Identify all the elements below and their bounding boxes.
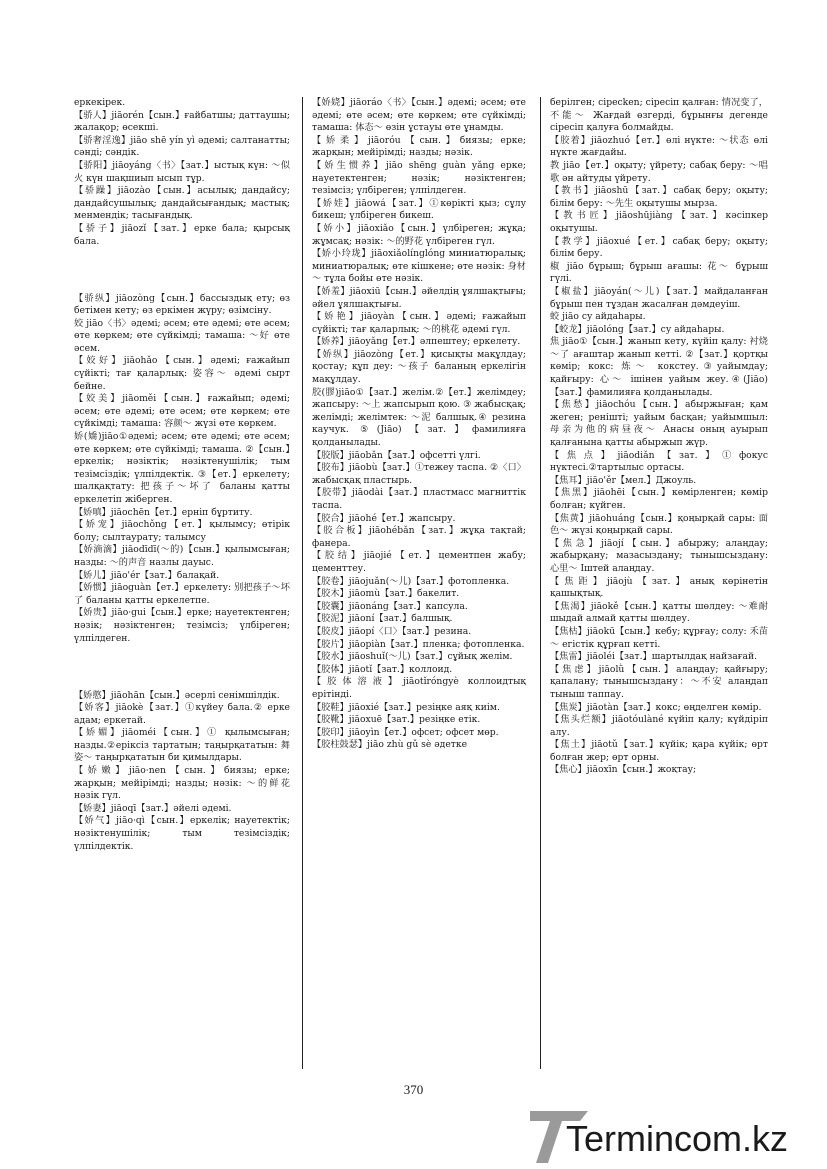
dictionary-entry: 【胶体】jiāotǐ【зат.】коллоид. bbox=[312, 663, 453, 675]
entry-spacer bbox=[74, 257, 290, 283]
dictionary-entry: 【胶靴】jiāoxuē【зат.】резіңке етік. bbox=[312, 714, 481, 726]
dictionary-entry: 【娇生惯养】jiāo shēng guàn yǎng ерке; науетектенген; нәзік; нәзіктенген; тезімсіз; үлбіреген; үлпілдеген. bbox=[312, 159, 526, 197]
dictionary-entry: 【教书匠】jiāoshūjiàng【зат.】кәсіпкер оқытушы. bbox=[550, 210, 768, 234]
dictionary-entry: 【骄阳】jiāoyáng〈书〉【зат.】ыстық күн: ～似火 күн шақшиып ысып тұр. bbox=[74, 159, 290, 184]
dictionary-entry: 【娇儿】jiāo'ér【зат.】балақай. bbox=[74, 569, 220, 581]
dictionary-entry: 【骄纵】jiāozòng【сын.】бассыздық ету; өз бетімен кету; өз еркімен жүру; өзімсіну. bbox=[74, 292, 290, 317]
dictionary-entry: 【娇贵】jiāo·gui【сын.】ерке; науетектенген; нәзік; нәзіктенген; тезімсіз; үлбіреген; үлпілдеген. bbox=[74, 607, 290, 644]
dictionary-entry: 【姣美】jiāoměi【сын.】ғажайып; әдемі; әсем; өте әдемі; өте әсем; өте көркем; өте сүйкімді; тамаша: 容颜～ жүзі өте көркем. bbox=[74, 393, 290, 430]
dictionary-entry: 【胶结】jiāojié【ет.】цементпен жабу; цементтеу. bbox=[312, 550, 526, 574]
dictionary-column-middle bbox=[312, 97, 526, 752]
dictionary-entry: 【娇憨】jiāohān【сын.】әсерлі сенімшілдік. bbox=[74, 689, 280, 701]
dictionary-column-right bbox=[550, 97, 768, 777]
dictionary-entry: 【焦土】jiāotǔ【зат.】күйік; қара күйік; өрт болған жер; өрт орны. bbox=[550, 739, 768, 763]
dictionary-entry: 【胶囊】jiāonáng【зат.】капсула. bbox=[312, 600, 468, 612]
dictionary-entry: 娇(嬌)jiāo①әдемі; әсем; өте әдемі; өте әсем; өте көркем; өте сүйкімді; тамаша. ②【сын.】еркелік; нәзіктік; нәзіктенушілік; тым тезімсіздік; үлпілдектік. ③【ет.】еркелету; шалқақтату: 把孩子～坏了 баланы қатты еркелетіп жіберген. bbox=[74, 431, 290, 505]
dictionary-entry: берілген; сіресken; сіресіп қалған: 情况变了，不能～ Жағдай өзгерді, бұрынғы дегенде сіресіп қалуға болмайды. bbox=[550, 97, 768, 134]
column-divider bbox=[302, 97, 303, 1069]
dictionary-entry: 【焦虑】jiāolǜ【сын.】алаңдау; қайғыру; қапалану; тынышсыздану：～不安 алаңдап тыныш таппау. bbox=[550, 663, 768, 700]
dictionary-entry: 【焦黑】jiāohēi【сын.】көмірленген; көмір болған; күйген. bbox=[550, 487, 768, 511]
dictionary-entry: 【胶片】jiāopiàn【зат.】пленка; фотопленка. bbox=[312, 638, 525, 650]
logo-text: Termincom.kz bbox=[566, 1118, 789, 1159]
dictionary-entry: 【胶带】jiāodài【зат.】пластмасс магниттік таспа. bbox=[312, 487, 526, 511]
dictionary-entry: 【焦心】jiāoxīn【сын.】жоқтау; bbox=[550, 764, 697, 776]
dictionary-entry: 【胶鞋】jiāoxié【зат.】резіңке аяқ киім. bbox=[312, 701, 500, 713]
dictionary-entry: 【胶木】jiāomù【зат.】бакелит. bbox=[312, 588, 460, 600]
dictionary-entry: 蛟 jiāo су айдаһары. bbox=[550, 311, 646, 323]
dictionary-entry: 【娇小玲珑】jiāoxiǎolínglóng миниатюралық; миниатюралық; өте кішкене; өте нәзік: 身材～ тұла бойы өте нәзік. bbox=[312, 248, 526, 285]
dictionary-entry: 【教学】jiāoxué【ет.】сабақ беру; оқыту; білім беру. bbox=[550, 235, 768, 260]
dictionary-entry: 【胶水】jiāoshuǐ(～儿)【зат.】сұйық желім. bbox=[312, 651, 513, 663]
dictionary-entry: 【姣好】jiāohǎo【сын.】әдемі; ғажайып сүйікті; тағ қаларлық: 姿容～ әдемі сырт бейне. bbox=[74, 355, 290, 392]
dictionary-entry: 【娇柔】jiāoróu【сын.】биязы; ерке; жарқын; мейірімді; назды; нәзік. bbox=[312, 134, 526, 159]
dictionary-entry: 【娇小】jiāoxiǎo【сын.】үлбіреген; жұқа; жұмсақ; нәзік: ～的野花 үлбіреген гүл. bbox=[312, 222, 526, 247]
dictionary-entry: 【胶合板】jiāohébǎn【зат.】жұқа тақтай; фанера. bbox=[312, 525, 526, 549]
dictionary-entry: 【焦渴】jiāokě【сын.】қатты шөлдеу: ～难耐 шыдай алмай қатты шөлдеу. bbox=[550, 600, 768, 625]
dictionary-column-left bbox=[74, 97, 290, 853]
dictionary-entry: 【焦距】jiāojù【зат.】анық көрінетін қашықтық. bbox=[550, 575, 768, 600]
dictionary-entry: 【娇娃】jiāowá【зат.】①көрікті қыз; сұлу бикеш; үлбіреген бикеш. bbox=[312, 197, 526, 222]
dictionary-entry: 【胶布】jiāobù【зат.】①тежеу таспа. ②〈口〉жабысқақ пластырь. bbox=[312, 462, 526, 486]
dictionary-entry: 【娇养】jiāoyǎng【ет.】әлпештеу; еркелету. bbox=[312, 336, 521, 348]
dictionary-entry: 【娇艳】jiāoyàn【сын.】әдемі; ғажайып сүйікті; тағ қаларлық: ～的桃花 әдемі гүл. bbox=[312, 311, 526, 335]
dictionary-entry: 【焦黄】jiāohuáng【сын.】қоңырқай сары: 面色～ жүзі қоңырқай сары. bbox=[550, 512, 768, 537]
page-number: 370 bbox=[403, 1082, 424, 1097]
dictionary-entry: 【娇气】jiāo·qì【сын.】еркелік; науетектік; нәзіктенушілік; тым тезімсіздік; үлпілдектік. bbox=[74, 815, 290, 852]
dictionary-entry: 【娇客】jiāokè【зат.】①күйеу бала.② ерке адам; еркетай. bbox=[74, 702, 290, 726]
dictionary-entry: 【骄躁】jiāozào【сын.】асылық; дандайсу; дандайсушылық; дандайсығандық; мастық; менмендік; тасығандық. bbox=[74, 185, 290, 222]
dictionary-entry: 【胶体溶液】jiāotǐróngyè коллоидтық ерітінді. bbox=[312, 676, 526, 700]
dictionary-entry: 【娇娆】jiāoráo〈书〉【сын.】әдемі; әсем; өте әдемі; өте әсем; өте көркем; өте сүйкімді; тамаша: 体态～ өзін ұстауы өте ұнамды. bbox=[312, 97, 526, 134]
dictionary-entry: 焦 jiāo①【сын.】жанып кету, күйіп қалу: 衬烧～了 ағаштар жанып кетті. ②【зат.】қортқы көмір; кокс: 炼～ кокстеу.③уайымдау; қайғыру: 心～ ішінен уайым жеу.④(Jiāo)【зат.】фамилияға қолданылады. bbox=[550, 336, 768, 398]
dictionary-entry: 【娇嫩】jiāo·nen【сын.】биязы; ерке; жарқын; мейірімді; назды; нәзік: ～的鲜花 нәзік гүл. bbox=[74, 765, 290, 802]
dictionary-entry: 【焦耳】jiāo'ěr【мел.】Джоуль. bbox=[550, 474, 697, 486]
entry-spacer bbox=[74, 654, 290, 680]
dictionary-entry: 椒 jiāo бұрыш; бұрыш ағашы: 花～ бұрыш гүлі. bbox=[550, 260, 768, 285]
dictionary-entry: 【焦枯】jiāokū【сын.】кебу; құрғау; солу: 禾苗～ егістік құрғап кетті. bbox=[550, 625, 768, 650]
dictionary-entry: 【胶柱鼓瑟】jiāo zhù gǔ sè әдетке bbox=[312, 739, 468, 751]
dictionary-entry: 【胶着】jiāozhuó【ет.】өлі нүкте: ～状态 өлі нүкте жағдайы. bbox=[550, 134, 768, 159]
dictionary-entry: 【娇滴滴】jiāodīdī(～的)【сын.】қылымсыған; назды: ～的声音 назлы дауыс. bbox=[74, 544, 290, 568]
dictionary-entry: 姣 jiāo〈书〉әдемі; әсем; өте әдемі; өте әсем; өте көркем; өте сүйкімді; тамаша: ～好 өте әсем. bbox=[74, 317, 290, 354]
dictionary-entry: 【娇惯】jiāoguàn【ет.】еркелету: 别把孩子～坏了 баланы қатты еркелетпе. bbox=[74, 582, 290, 606]
column-divider bbox=[540, 97, 541, 1069]
dictionary-entry: 【娇羞】jiāoxiū【сын.】әйелдің ұялшақтығы; әйел ұялшақтығы. bbox=[312, 285, 526, 310]
dictionary-entry: 【胶版】jiāobǎn【зат.】офсетті үлгі. bbox=[312, 449, 481, 461]
dictionary-entry: 【娇妻】jiāoqī【зат.】әйелі әдемі. bbox=[74, 802, 232, 814]
dictionary-entry: 【娇宠】jiāochǒng【ет.】қылымсу; өтірік болу; сылтаурату; талымсу bbox=[74, 519, 290, 543]
dictionary-entry: 【胶合】jiāohé【ет.】жапсыру. bbox=[312, 512, 456, 524]
dictionary-entry: 【胶泥】jiāoní【зат.】балшық. bbox=[312, 613, 453, 625]
dictionary-entry: 【骄子】jiāozǐ【зат.】ерке бала; қырсық бала. bbox=[74, 222, 290, 247]
dictionary-entry: 教 jiāo【ет.】оқыту; үйрету; сабақ беру: ～唱歌 ән айтуды үйрету. bbox=[550, 159, 768, 184]
dictionary-entry: 【胶皮】jiāopí〈口〉【зат.】резина. bbox=[312, 625, 472, 637]
dictionary-entry: 【娇嗔】jiāochēn【ет.】ерніп бұртиту. bbox=[74, 506, 253, 518]
dictionary-entry: 【骄人】jiāorén【сын.】ғайбатшы; даттаушы; жалақор; өсекші. bbox=[74, 109, 290, 134]
dictionary-entry: 胶(膠)jiāo①【зат.】желім.②【ет.】желімдеу; жапсыру: ～上 жапсырып қою. ③ жабысқақ; желімді; желімтек: ～泥 балшық.④ резина каучук. ⑤(Jiāo)【зат.】фамилияға қолданылады. bbox=[312, 386, 526, 449]
dictionary-entry: 【焦雷】jiāoléi【зат.】шартылдақ найзағай. bbox=[550, 651, 758, 663]
dictionary-entry: 【焦炭】jiāotàn【зат.】кокс; өңделген көмір. bbox=[550, 701, 762, 713]
dictionary-entry: 【娇媚】jiāoméi【сын.】① қылымсыған; назды.②еріксіз тартатын; таңырқататын: 舞姿～ таңырқататын би қимылдары. bbox=[74, 727, 290, 764]
dictionary-entry: 【焦头烂额】jiāotóulàné күйіп қалу; күйдіріп алу. bbox=[550, 714, 768, 738]
dictionary-entry: 【焦急】jiāojí【сын.】абыржу; алаңдау; жабырқану; мазасыздану; тынышсыздану: 心里～ Іштей алаңдау. bbox=[550, 537, 768, 574]
dictionary-entry: 【蛟龙】jiāolóng【зат.】су айдаһары. bbox=[550, 323, 725, 335]
termincom-logo bbox=[526, 1105, 816, 1165]
dictionary-entry: 【骄奢淫逸】jiāo shē yín yì әдемі; салтанатты; сәнді; сәндік. bbox=[74, 134, 290, 159]
dictionary-entry: 【焦愁】jiāochóu【сын.】абыржыған; қам жеген; реніштi; уайым басқан; уайымшыл: 母亲为他的病昼夜～ Анасы оның ауырып қалғанына қатты абыржып жүр. bbox=[550, 399, 768, 449]
dictionary-entry: 【娇纵】jiāozòng【ет.】қисықты мақұлдау; қостау; құп деу: ～孩子 баланың еркелігін мақұлдау. bbox=[312, 348, 526, 386]
dictionary-entry: 【胶印】jiāoyìn【ет.】офсет; офсет мөр. bbox=[312, 726, 499, 738]
dictionary-entry: 【教书】jiāoshū【зат.】сабақ беру; оқыту; білім беру: ～先生 оқытушы мырза. bbox=[550, 185, 768, 209]
dictionary-entry: 【焦点】jiāodiǎn【зат.】①фокус нүктесі.②тартылыс ортасы. bbox=[550, 449, 768, 474]
dictionary-entry: 【胶卷】jiāojuǎn(～儿)【зат.】фотопленка. bbox=[312, 575, 510, 587]
dictionary-entry: 【椒盐】jiāoyán(～儿)【зат.】майдаланған бұрыш пен тұздан жасалған дәмдеуіш. bbox=[550, 285, 768, 310]
dictionary-entry: еркекірек. bbox=[74, 97, 126, 108]
